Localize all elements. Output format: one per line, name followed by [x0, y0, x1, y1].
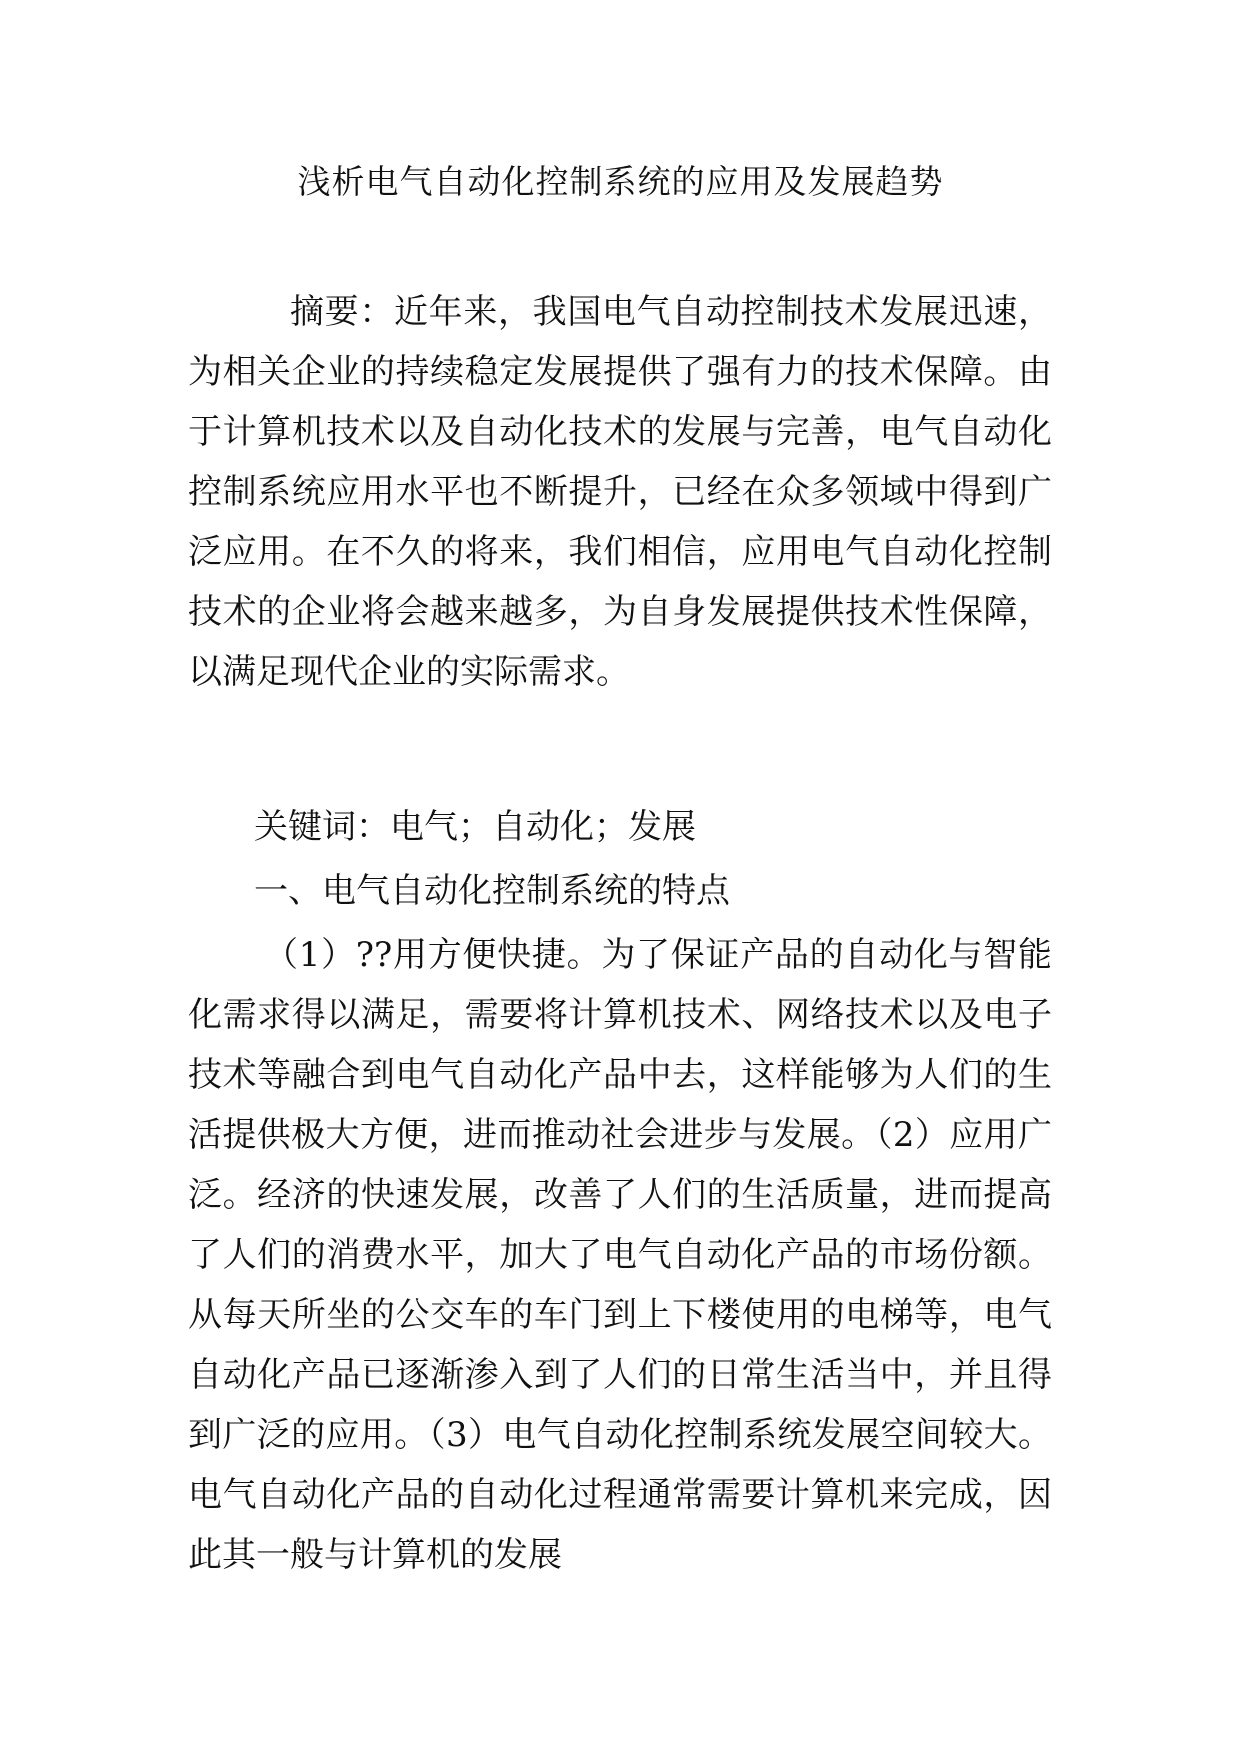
- document-title: 浅析电气自动化控制系统的应用及发展趋势: [297, 162, 944, 201]
- keywords-line: 关键词：电气；自动化；发展: [254, 807, 696, 847]
- abstract-paragraph: 摘要：近年来，我国电气自动控制技术发展迅速，为相关企业的持续稳定发展提供了强有力的技术保障。由于计算机技术以及自动化技术的发展与完善，电气自动化控制系统应用水平也不断提升，已经在众多领域中得到广泛应用。在不久的将来，我们相信，应用电气自动化控制技术的企业将会越来越多，为自身发展提供技术性保障，以满足现代企业的实际需求。: [188, 292, 1052, 692]
- section-heading: 一、电气自动化控制系统的特点: [254, 871, 730, 911]
- features-paragraph: （1）??用方便快捷。为了保证产品的自动化与智能化需求得以满足，需要将计算机技术、网络技术以及电子技术等融合到电气自动化产品中去，这样能够为人们的生活提供极大方便，进而推动社会进步与发展。（2）应用广泛。经济的快速发展，改善了人们的生活质量，进而提高了人们的消费水平，加大了电气自动化产品的市场份额。从每天所坐的公交车的车门到上下楼使用的电梯等，电气自动化产品已逐渐渗入到了人们的日常生活当中，并且得到广泛的应用。（3）电气自动化控制系统发展空间较大。电气自动化产品的自动化过程通常需要计算机来完成，因此其一般与计算机的发展: [188, 935, 1052, 1575]
